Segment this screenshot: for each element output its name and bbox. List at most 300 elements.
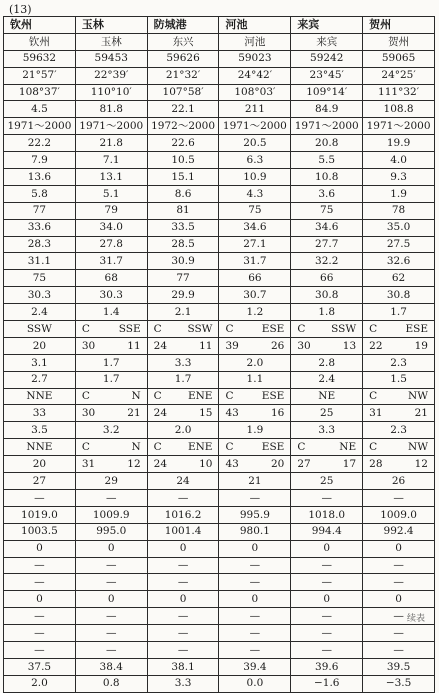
cell-part: 20 <box>32 339 47 352</box>
table-cell: 1971～2000 <box>75 118 147 135</box>
table-cell: — <box>4 574 76 591</box>
cell-part: 24 <box>153 339 168 352</box>
table-row <box>4 118 435 135</box>
table-cell <box>363 405 435 422</box>
table-cell: 108°37′ <box>4 84 76 101</box>
table-cell: — <box>4 608 76 625</box>
table-cell <box>75 439 147 456</box>
cell-part: SSW <box>26 322 52 335</box>
table-cell: 77 <box>147 270 219 287</box>
table-cell <box>291 405 363 422</box>
cell-part: ENE <box>187 390 213 403</box>
table-cell: — <box>291 557 363 574</box>
table-cell: 31.7 <box>75 253 147 270</box>
table-cell: 39.6 <box>291 658 363 675</box>
cell-part: SSW <box>187 322 213 335</box>
table-cell <box>219 337 291 354</box>
header-row <box>4 17 435 34</box>
table-cell: 1971～2000 <box>219 118 291 135</box>
cell-part: 16 <box>270 407 285 420</box>
table-cell <box>147 439 219 456</box>
cell-part: 13 <box>342 339 357 352</box>
cell-part: C <box>369 322 378 335</box>
table-cell: 59065 <box>363 50 435 67</box>
cell-part: 27 <box>297 457 311 470</box>
table-cell: 59242 <box>291 50 363 67</box>
table-cell: 23°45′ <box>291 67 363 84</box>
cell-part: 17 <box>342 457 357 470</box>
table-cell: 1.2 <box>219 304 291 321</box>
table-cell: 0 <box>219 540 291 557</box>
table-cell: 2.0 <box>4 675 76 692</box>
table-cell: 34.0 <box>75 219 147 236</box>
continued-mark: 续表 <box>406 614 425 624</box>
table-cell: 66 <box>291 270 363 287</box>
table-cell: 0 <box>291 591 363 608</box>
table-cell <box>147 388 219 405</box>
table-row <box>4 489 435 506</box>
table-cell: — <box>291 641 363 658</box>
table-row <box>4 523 435 540</box>
table-cell: 31.1 <box>4 253 76 270</box>
table-row <box>4 67 435 84</box>
table-cell: — <box>219 557 291 574</box>
cell-part: 24 <box>153 457 168 470</box>
table-cell: 77 <box>4 202 76 219</box>
table-cell <box>291 388 363 405</box>
table-cell: 7.9 <box>4 152 76 169</box>
table-cell <box>363 456 435 473</box>
table-cell <box>75 337 147 354</box>
table-cell: 3.5 <box>4 422 76 439</box>
table-cell: 24 <box>147 473 219 490</box>
table-cell: 13.6 <box>4 169 76 186</box>
table-cell: 3.6 <box>291 185 363 202</box>
cell-part: 39 <box>225 339 239 352</box>
table-cell <box>75 388 147 405</box>
cell-part: 43 <box>225 407 239 420</box>
table-cell: 1.1 <box>219 371 291 388</box>
table-cell: — <box>4 641 76 658</box>
table-cell: 108°03′ <box>219 84 291 101</box>
cell-part: SSW <box>331 322 357 335</box>
table-cell: 7.1 <box>75 152 147 169</box>
cell-part: C <box>369 440 378 453</box>
table-cell: 3.1 <box>4 354 76 371</box>
table-cell: 27 <box>4 473 76 490</box>
cell-part: C <box>225 322 234 335</box>
table-cell: 0 <box>147 591 219 608</box>
table-cell <box>4 405 76 422</box>
table-cell: — <box>219 489 291 506</box>
table-cell: 15.1 <box>147 169 219 186</box>
table-cell: 0 <box>75 591 147 608</box>
table-cell: 5.1 <box>75 185 147 202</box>
cell-part: ESE <box>261 440 285 453</box>
table-cell: −3.5 <box>363 675 435 692</box>
table-cell: 5.5 <box>291 152 363 169</box>
table-cell: 3.3 <box>147 675 219 692</box>
table-row <box>4 591 435 608</box>
table-cell: 2.3 <box>363 422 435 439</box>
cell-part: ENE <box>187 440 213 453</box>
cell-part: 31 <box>369 407 383 420</box>
table-cell: — <box>75 625 147 642</box>
table-cell: 211 <box>219 101 291 118</box>
table-cell: — <box>291 625 363 642</box>
table-cell: — <box>75 489 147 506</box>
table-cell: 21°57′ <box>4 67 76 84</box>
table-cell: 992.4 <box>363 523 435 540</box>
table-cell: 1971～2000 <box>4 118 76 135</box>
table-row <box>4 439 435 456</box>
table-cell <box>4 337 76 354</box>
table-cell: 59632 <box>4 50 76 67</box>
cell-part: C <box>369 390 378 403</box>
cell-part: NW <box>408 440 428 453</box>
cell-part: 12 <box>414 457 428 470</box>
table-cell <box>219 321 291 338</box>
table-cell: 75 <box>291 202 363 219</box>
table-cell: 1019.0 <box>4 506 76 523</box>
table-cell: 4.0 <box>363 152 435 169</box>
table-cell: 81.8 <box>75 101 147 118</box>
cell-part: 30 <box>81 339 96 352</box>
station-header: 贺州 <box>363 17 435 34</box>
table-cell: 27.8 <box>75 236 147 253</box>
table-cell <box>363 337 435 354</box>
cell-part: N <box>131 440 141 453</box>
table-row <box>4 422 435 439</box>
table-cell: — <box>363 625 435 642</box>
table-row <box>4 84 435 101</box>
table-cell: 贺州 <box>363 33 435 50</box>
table-cell: — <box>219 574 291 591</box>
table-cell: 1016.2 <box>147 506 219 523</box>
table-cell: 1018.0 <box>291 506 363 523</box>
table-cell: 0 <box>219 591 291 608</box>
table-cell: 107°58′ <box>147 84 219 101</box>
cell-part: C <box>225 440 234 453</box>
table-cell: 30.8 <box>291 287 363 304</box>
table-cell: — <box>291 574 363 591</box>
table-cell: 1009.9 <box>75 506 147 523</box>
table-cell: — <box>363 557 435 574</box>
table-cell: 21°32′ <box>147 67 219 84</box>
table-cell: 玉林 <box>75 33 147 50</box>
table-cell: 钦州 <box>4 33 76 50</box>
cell-part: 28 <box>369 457 383 470</box>
table-cell: — <box>363 608 435 625</box>
table-cell: 84.9 <box>291 101 363 118</box>
table-cell: 59626 <box>147 50 219 67</box>
table-row <box>4 473 435 490</box>
table-cell: 2.4 <box>4 304 76 321</box>
table-cell: 0 <box>4 591 76 608</box>
station-header: 防城港 <box>147 17 219 34</box>
station-header: 钦州 <box>4 17 76 34</box>
table-cell: 29 <box>75 473 147 490</box>
table-row <box>4 456 435 473</box>
table-cell: — <box>4 489 76 506</box>
cell-part: C <box>297 322 306 335</box>
table-row <box>4 33 435 50</box>
table-cell <box>4 388 76 405</box>
table-cell <box>4 321 76 338</box>
table-cell: 38.4 <box>75 658 147 675</box>
table-cell: — <box>75 557 147 574</box>
table-cell: 30.9 <box>147 253 219 270</box>
table-cell: 1009.0 <box>363 506 435 523</box>
table-cell: — <box>291 489 363 506</box>
cell-part: 15 <box>199 407 213 420</box>
table-row <box>4 574 435 591</box>
table-cell: 33.5 <box>147 219 219 236</box>
table-cell: 4.3 <box>219 185 291 202</box>
table-cell <box>363 388 435 405</box>
cell-part: 24 <box>153 407 168 420</box>
station-header: 玉林 <box>75 17 147 34</box>
table-cell: 3.2 <box>75 422 147 439</box>
table-cell: 10.8 <box>291 169 363 186</box>
table-cell: 34.6 <box>219 219 291 236</box>
cell-part: 21 <box>127 407 141 420</box>
cell-part: NNE <box>26 440 53 453</box>
table-cell: 29.9 <box>147 287 219 304</box>
station-header: 来宾 <box>291 17 363 34</box>
table-cell: 8.6 <box>147 185 219 202</box>
table-cell: 2.7 <box>4 371 76 388</box>
table-cell: 1971～2000 <box>291 118 363 135</box>
table-row <box>4 658 435 675</box>
table-cell: — <box>363 574 435 591</box>
table-cell: 13.1 <box>75 169 147 186</box>
table-cell: — <box>4 625 76 642</box>
table-cell: 1971～2000 <box>363 118 435 135</box>
table-cell: — <box>147 489 219 506</box>
table-cell: 27.7 <box>291 236 363 253</box>
table-cell: — <box>75 608 147 625</box>
station-header: 河池 <box>219 17 291 34</box>
table-cell: 0 <box>363 540 435 557</box>
cell-part: NW <box>408 390 428 403</box>
table-cell: 81 <box>147 202 219 219</box>
table-cell: 110°10′ <box>75 84 147 101</box>
cell-part: 31 <box>81 457 96 470</box>
table-row <box>4 202 435 219</box>
table-number-label: (13) <box>9 3 32 16</box>
cell-part: SSE <box>118 322 141 335</box>
cell-part: 10 <box>199 457 213 470</box>
table-row <box>4 506 435 523</box>
table-row <box>4 608 435 625</box>
table-cell: 0.8 <box>75 675 147 692</box>
table-cell <box>219 439 291 456</box>
table-row <box>4 405 435 422</box>
cell-part: C <box>81 390 90 403</box>
table-cell <box>147 337 219 354</box>
table-cell: 1.8 <box>291 304 363 321</box>
table-cell: 0 <box>75 540 147 557</box>
table-cell: 1003.5 <box>4 523 76 540</box>
cell-part: 22 <box>369 339 383 352</box>
table-cell: 35.0 <box>363 219 435 236</box>
table-cell <box>147 456 219 473</box>
table-cell: 32.6 <box>363 253 435 270</box>
table-cell: 59453 <box>75 50 147 67</box>
table-row <box>4 253 435 270</box>
table-cell: 28.3 <box>4 236 76 253</box>
table-cell: 0.0 <box>219 675 291 692</box>
table-cell: 10.5 <box>147 152 219 169</box>
station-data-table <box>3 16 435 693</box>
table-cell: 22.6 <box>147 135 219 152</box>
table-cell: 1001.4 <box>147 523 219 540</box>
table-cell <box>75 321 147 338</box>
table-cell: 1.9 <box>363 185 435 202</box>
table-cell: 2.8 <box>291 354 363 371</box>
table-row <box>4 185 435 202</box>
table-cell: — <box>147 608 219 625</box>
table-cell: 19.9 <box>363 135 435 152</box>
table-row <box>4 540 435 557</box>
table-cell: 995.9 <box>219 506 291 523</box>
table-cell: — <box>4 557 76 574</box>
cell-part: 43 <box>225 457 239 470</box>
table-cell: 994.4 <box>291 523 363 540</box>
table-row <box>4 101 435 118</box>
table-cell: — <box>291 608 363 625</box>
cell-part: ESE <box>261 322 285 335</box>
cell-part: 20 <box>270 457 285 470</box>
table-cell: 10.9 <box>219 169 291 186</box>
table-cell: 9.3 <box>363 169 435 186</box>
table-cell: 21.8 <box>75 135 147 152</box>
table-cell: 111°32′ <box>363 84 435 101</box>
table-cell: 24°42′ <box>219 67 291 84</box>
table-row <box>4 675 435 692</box>
cell-part: C <box>153 322 162 335</box>
table-row <box>4 641 435 658</box>
table-cell: 1.7 <box>363 304 435 321</box>
table-cell: 21 <box>219 473 291 490</box>
cell-part: ESE <box>261 390 285 403</box>
table-row <box>4 371 435 388</box>
cell-part: C <box>225 390 234 403</box>
table-cell <box>75 456 147 473</box>
table-cell: 26 <box>363 473 435 490</box>
table-row <box>4 557 435 574</box>
table-cell <box>363 439 435 456</box>
cell-part: 26 <box>270 339 285 352</box>
table-cell <box>219 388 291 405</box>
table-cell: — <box>219 625 291 642</box>
table-cell <box>147 405 219 422</box>
table-cell: 3.3 <box>147 354 219 371</box>
table-cell: 30.8 <box>363 287 435 304</box>
table-cell: 3.3 <box>291 422 363 439</box>
cell-part: NE <box>339 440 357 453</box>
table-cell <box>291 456 363 473</box>
table-cell: 62 <box>363 270 435 287</box>
table-cell: — <box>75 574 147 591</box>
table-cell <box>219 456 291 473</box>
table-cell: 27.1 <box>219 236 291 253</box>
table-cell: — <box>219 641 291 658</box>
table-cell: 2.3 <box>363 354 435 371</box>
table-cell: 31.7 <box>219 253 291 270</box>
table-cell: 66 <box>219 270 291 287</box>
table-cell: 0 <box>147 540 219 557</box>
cell-part: 33 <box>32 407 47 420</box>
table-cell: 2.0 <box>219 354 291 371</box>
table-cell <box>291 439 363 456</box>
table-cell: 1.7 <box>75 354 147 371</box>
cell-part: 12 <box>127 457 141 470</box>
table-cell: 33.6 <box>4 219 76 236</box>
table-row <box>4 270 435 287</box>
cell-part: 11 <box>127 339 141 352</box>
cell-part: 30 <box>81 407 96 420</box>
table-row <box>4 219 435 236</box>
table-row <box>4 625 435 642</box>
table-cell: 109°14′ <box>291 84 363 101</box>
table-cell: 东兴 <box>147 33 219 50</box>
table-row <box>4 236 435 253</box>
table-cell: 30.3 <box>75 287 147 304</box>
table-cell: 75 <box>219 202 291 219</box>
table-cell: 22.1 <box>147 101 219 118</box>
table-row <box>4 287 435 304</box>
cell-part: 20 <box>32 457 47 470</box>
table-cell: 0 <box>363 591 435 608</box>
table-cell <box>363 321 435 338</box>
table-row <box>4 135 435 152</box>
table-cell: 79 <box>75 202 147 219</box>
table-cell: 27.5 <box>363 236 435 253</box>
table-cell: 5.8 <box>4 185 76 202</box>
table-cell: 68 <box>75 270 147 287</box>
table-cell: 30.3 <box>4 287 76 304</box>
table-cell: 2.1 <box>147 304 219 321</box>
table-cell: — <box>147 625 219 642</box>
table-cell: 0 <box>4 540 76 557</box>
cell-part: 30 <box>297 339 311 352</box>
table-row <box>4 354 435 371</box>
table-cell: 37.5 <box>4 658 76 675</box>
cell-part: NNE <box>26 390 53 403</box>
cell-part: C <box>81 440 90 453</box>
table-row <box>4 169 435 186</box>
table-cell <box>219 405 291 422</box>
table-cell: 1.4 <box>75 304 147 321</box>
table-cell: 995.0 <box>75 523 147 540</box>
table-cell: 28.5 <box>147 236 219 253</box>
table-cell <box>4 456 76 473</box>
cell-part: C <box>297 440 306 453</box>
table-cell: 1.7 <box>147 371 219 388</box>
cell-part: 11 <box>199 339 213 352</box>
table-cell: 1.9 <box>219 422 291 439</box>
table-cell: 1.5 <box>363 371 435 388</box>
cell-part: C <box>153 390 162 403</box>
cell-part: N <box>131 390 141 403</box>
table-cell <box>291 321 363 338</box>
table-cell: 20.8 <box>291 135 363 152</box>
table-cell <box>4 439 76 456</box>
table-cell <box>147 321 219 338</box>
table-row <box>4 50 435 67</box>
